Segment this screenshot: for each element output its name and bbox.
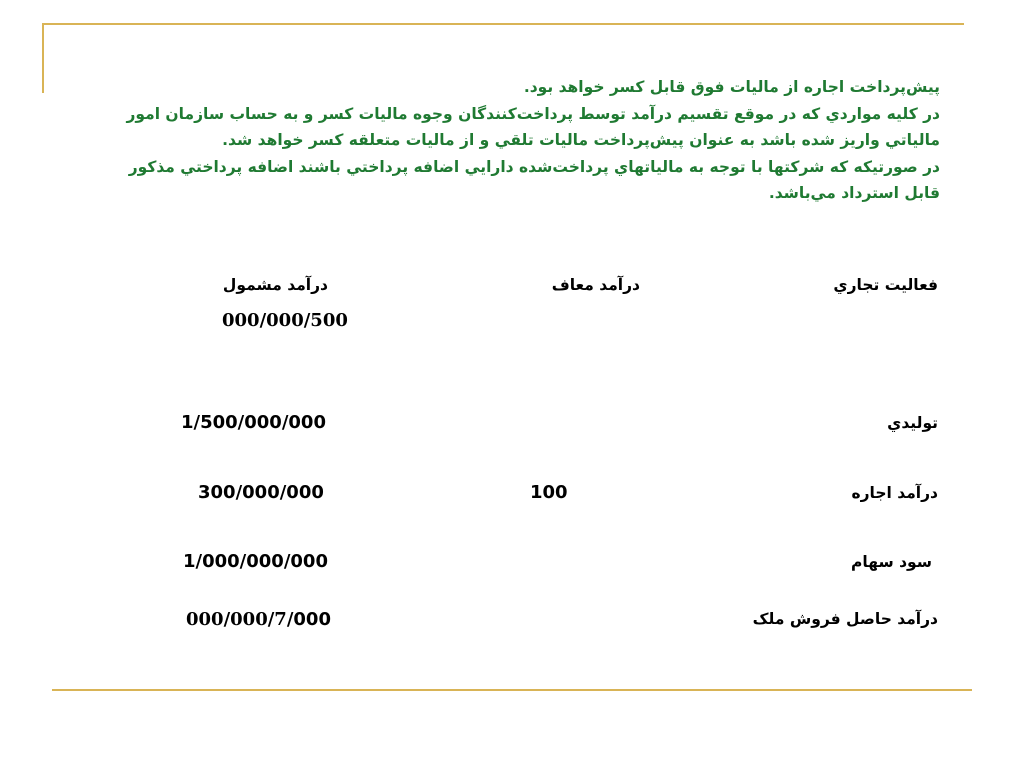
property-sale-value-suffix: 000 <box>293 609 331 630</box>
header-taxable-value: 000/000/500 <box>222 310 348 331</box>
property-sale-value-prefix: 000/000/7/ <box>186 609 294 630</box>
header-business-activity: فعاليت تجاري <box>833 276 938 294</box>
header-exempt-income: درآمد معاف <box>551 276 640 294</box>
row-rental-exempt: 100 <box>530 482 568 503</box>
row-property-sale-taxable <box>186 609 331 630</box>
row-label-dividends: سود سهام <box>851 553 932 571</box>
row-production-taxable: 1/500/000/000 <box>181 412 326 433</box>
row-label-production: توليدي <box>887 414 938 432</box>
row-dividends-taxable: 1/000/000/000 <box>183 551 328 572</box>
header-taxable-income: درآمد مشمول <box>222 276 328 294</box>
slide-frame-top-line <box>42 23 964 25</box>
row-rental-taxable: 300/000/000 <box>198 482 324 503</box>
paragraph-withholding: در کليه مواردي که در موقع تقسيم درآمد توسط پرداخت‌کنندگان وجوه ماليات کسر و به حساب سازمان امور مالياتي واريز شده باشد به عنوان پيش‌پرداخت ماليات تلقي و از ماليات متعلقه کسر خواهد شد. <box>126 104 940 149</box>
paragraph-prepayment: پيش‌پرداخت اجاره از ماليات فوق قابل کسر خواهد بود. <box>523 78 940 96</box>
slide-frame-bottom-line <box>52 689 972 691</box>
paragraph-refund: در صورتيکه که شرکتها با توجه به مالياتهاي پرداخت‌شده دارايي اضافه پرداختي باشند اضافه پرداختي مذکور قابل استرداد مي‌باشد. <box>128 157 940 202</box>
body-text <box>95 74 940 207</box>
row-label-rental-income: درآمد اجاره <box>851 484 938 502</box>
row-label-property-sale: درآمد حاصل فروش ملک <box>752 610 938 628</box>
slide-frame-left-line <box>42 23 44 93</box>
